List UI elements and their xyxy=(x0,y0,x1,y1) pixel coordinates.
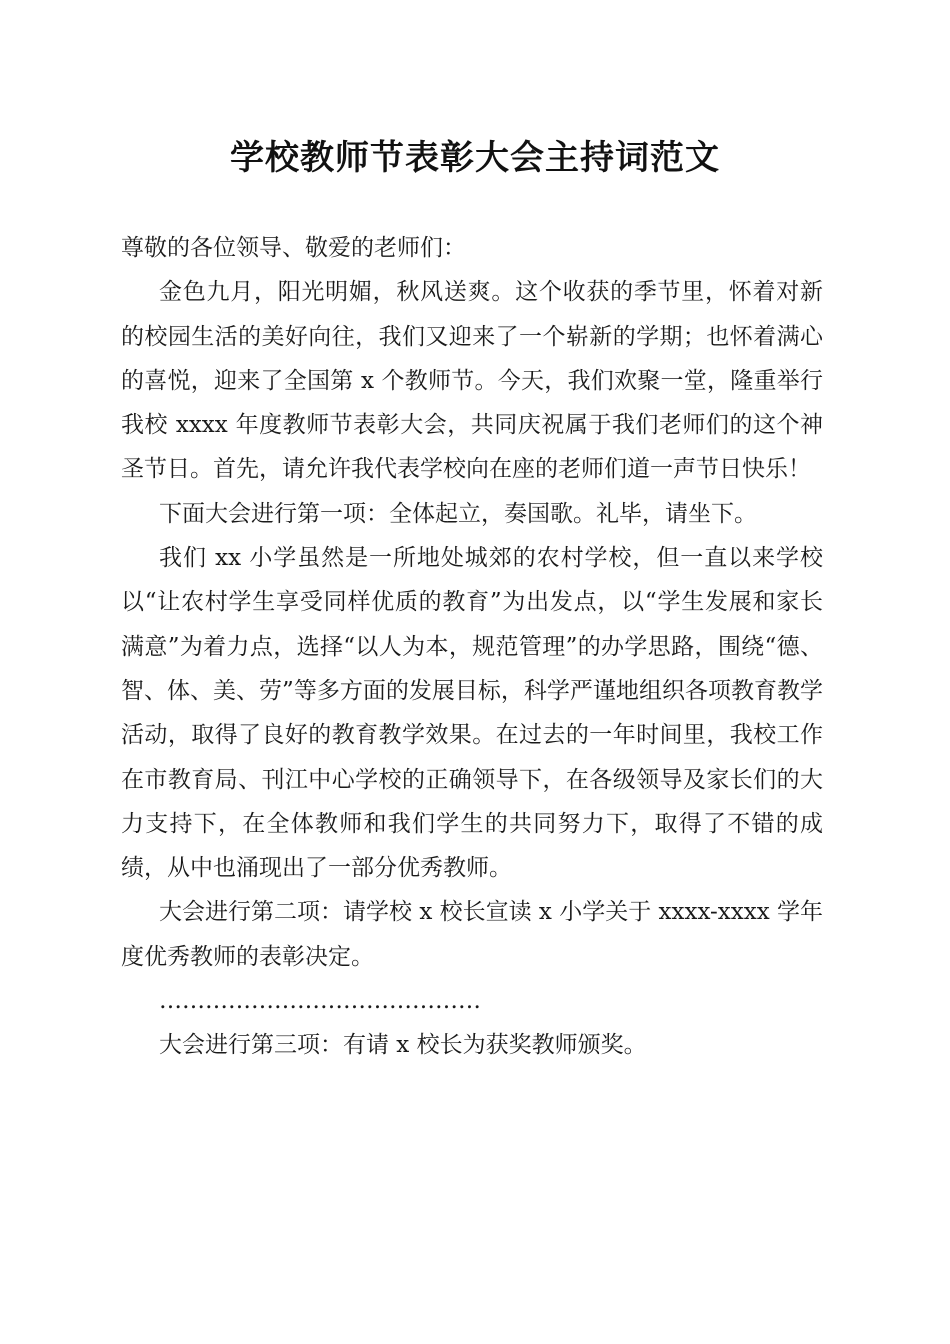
paragraph-school-intro: 我们 xx 小学虽然是一所地处城郊的农村学校，但一直以来学校以“让农村学生享受同样优质的教育”为出发点，以“学生发展和家长满意”为着力点，选择“以人为本，规范管理”的办学思路，围绕“德、智、体、美、劳”等多方面的发展目标，科学严谨地组织各项教育教学活动，取得了良好的教育教学效果。在过去的一年时间里，我校工作在市教育局、刊江中心学校的正确领导下，在各级领导及家长们的大力支持下，在全体教师和我们学生的共同努力下，取得了不错的成绩，从中也涌现出了一部分优秀教师。 xyxy=(121,545,823,882)
document-body xyxy=(121,226,823,1068)
document-title: 学校教师节表彰大会主持词范文 xyxy=(230,138,720,178)
paragraph-item-three: 大会进行第三项：有请 x 校长为获奖教师颁奖。 xyxy=(159,1032,647,1059)
paragraph-item-two: 大会进行第二项：请学校 x 校长宣读 x 小学关于 xxxx-xxxx 学年度优秀教师的表彰决定。 xyxy=(121,899,823,970)
salutation: 尊敬的各位领导、敬爱的老师们： xyxy=(121,235,466,261)
ellipsis-line: …………………………………… xyxy=(159,988,481,1015)
paragraph-opening: 金色九月，阳光明媚，秋风送爽。这个收获的季节里，怀着对新的校园生活的美好向往，我们又迎来了一个崭新的学期；也怀着满心的喜悦，迎来了全国第 x 个教师节。今天，我们欢聚一堂，隆重举行我校 xxxx 年度教师节表彰大会，共同庆祝属于我们老师们的这个神圣节日。首先，请允许我代表学校向在座的老师们道一声节日快乐！ xyxy=(121,279,823,483)
paragraph-item-one: 下面大会进行第一项：全体起立，奏国歌。礼毕，请坐下。 xyxy=(159,500,757,527)
